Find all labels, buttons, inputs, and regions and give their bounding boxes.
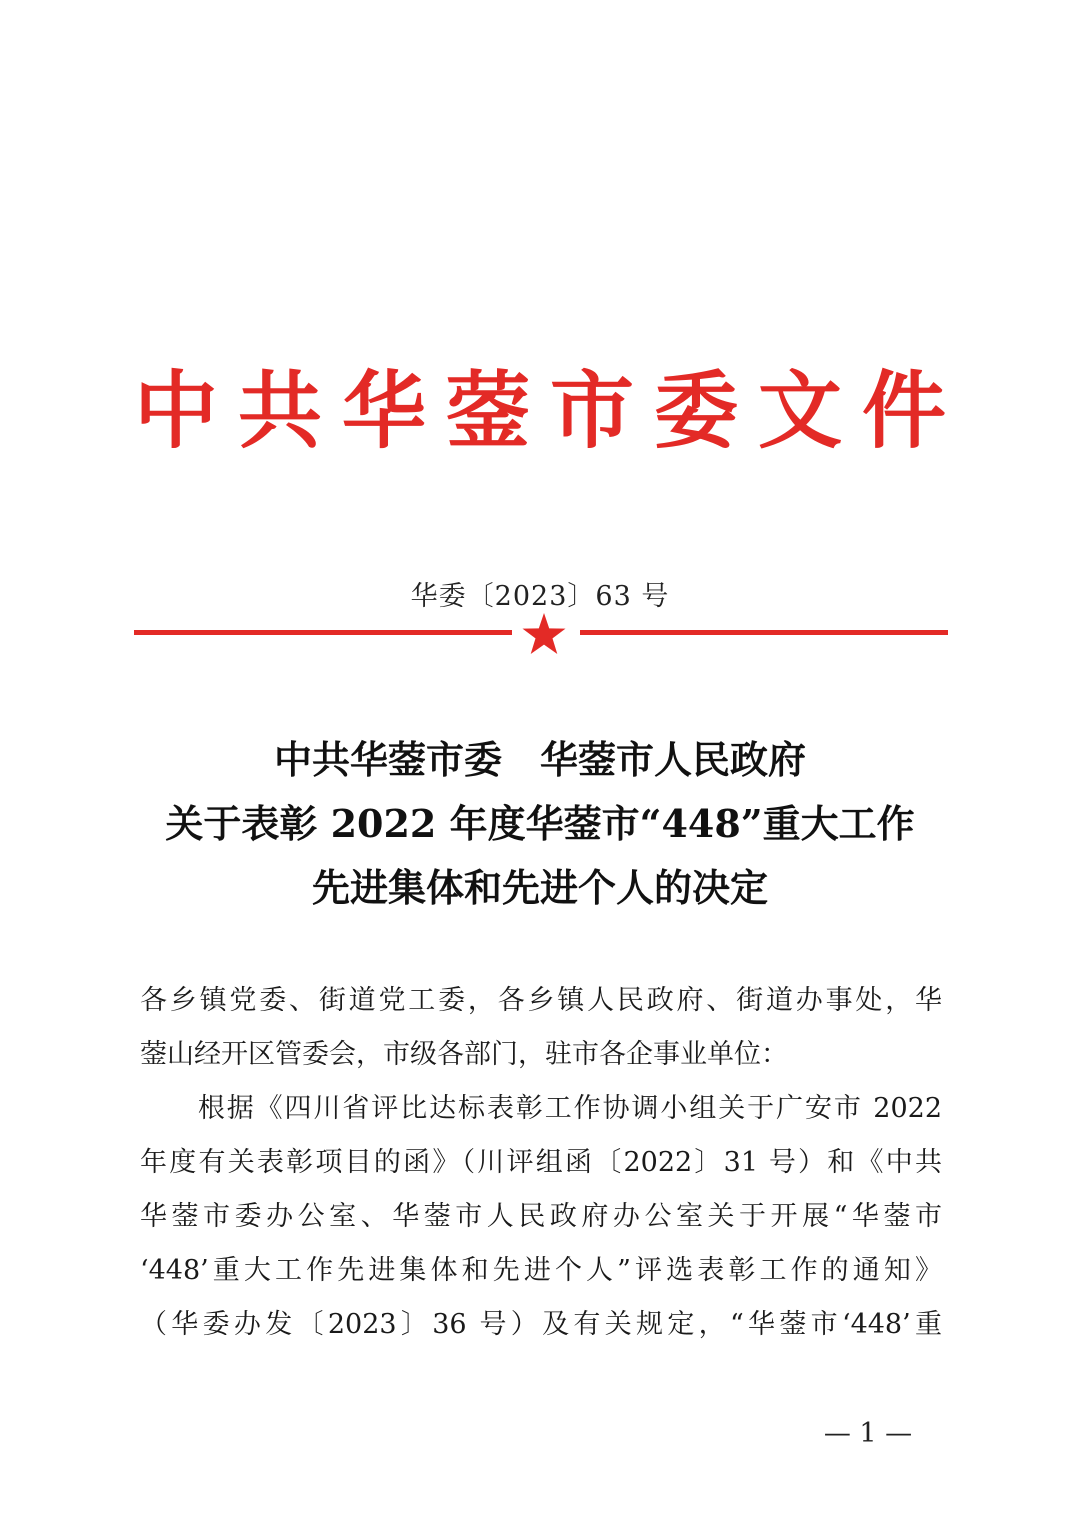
red-header-title	[130, 356, 950, 466]
header-char: 文	[757, 361, 842, 460]
body-line: 各乡镇党委、街道党工委，各乡镇人民政府、街道办事处，华	[140, 985, 942, 1016]
header-char: 华	[341, 361, 426, 460]
header-char: 蓥	[445, 361, 530, 460]
header-char: 委	[653, 361, 738, 460]
body-line: 华蓥市委办公室、华蓥市人民政府办公室关于开展“华蓥市	[140, 1201, 942, 1232]
body-line: 根据《四川省评比达标表彰工作协调小组关于广安市 2022	[140, 1093, 942, 1124]
body-line: （华委办发〔2023〕36 号）及有关规定，“华蓥市‘448’重	[140, 1309, 942, 1340]
divider-line-left	[134, 630, 512, 635]
body-line: 年度有关表彰项目的函》（川评组函〔2022〕31 号）和《中共	[140, 1147, 942, 1178]
divider-line-right	[580, 630, 948, 635]
body-line: ‘448’重大工作先进集体和先进个人”评选表彰工作的通知》	[140, 1255, 942, 1286]
header-char: 共	[237, 361, 322, 460]
star-icon	[521, 612, 567, 656]
header-char: 市	[549, 361, 634, 460]
title-line-1: 中共华蓥市委 华蓥市人民政府	[273, 737, 806, 782]
red-divider	[134, 612, 948, 656]
document-body	[140, 974, 942, 1352]
header-char: 件	[861, 361, 946, 460]
body-line: 蓥山经开区管委会，市级各部门，驻市各企事业单位：	[140, 1039, 788, 1070]
page-number: — 1 —	[823, 1418, 913, 1449]
document-title	[0, 728, 1080, 920]
header-char: 中	[133, 361, 218, 460]
title-line-2: 关于表彰 2022 年度华蓥市“448”重大工作	[165, 801, 915, 846]
document-number: 华委〔2023〕63 号	[410, 581, 670, 612]
title-line-3: 先进集体和先进个人的决定	[311, 865, 768, 910]
